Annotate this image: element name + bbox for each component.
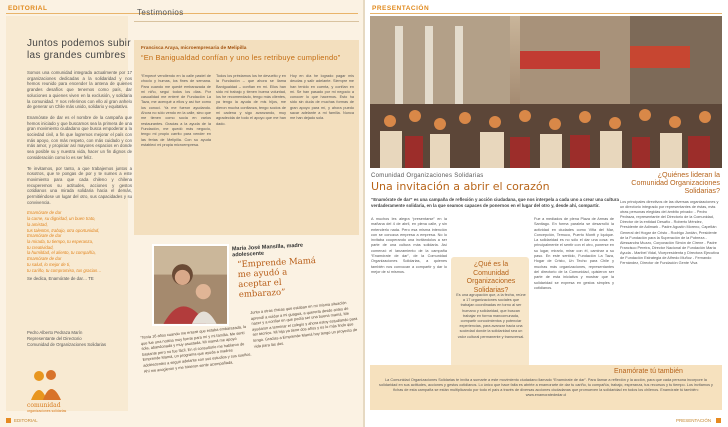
poem-line: la humildad, el aliento, tu compañía,	[27, 250, 96, 256]
article-col-1: A muchos les alegra “presentarse” en la mañana del 4 de abril, en plena calle, y sin entenderlo nada. Pero esa misma intención con se conozca empresa a empresa. No lo invitaba cooperando una invitándolos a ser parte de una cultura más solidaria. Así comenzó el lanzamiento de la campaña “Enamórate de dar”, de la Comunidad Organizaciones Solidarias, a quienes también nos convocan a compartir y dar lo mejor de sí mismos.	[371, 217, 447, 274]
poem-line: tus talentos, trabajo, otra oportunidad,	[27, 227, 100, 233]
info-box-title: ¿Qué es la Comunidad Organizaciones Solidarias?	[466, 261, 516, 294]
editorial-paragraph: Somos una comunidad integrada actualmente por 17 organizaciones dedicadas a la solidaridad y nos hemos reunido para encender la antena de quienes grandes desafíos que tenemos como país, dar soluciones a quienes viven en la exclusión, y solidaria la comunidad. Y nos referimos con ello al gran anhelo de generar un Chile más unido, solidario y equitativo.	[27, 70, 132, 110]
signature-name: Pedro Alberto Pedraza Marín	[27, 330, 83, 335]
testimonial-2-col-1: “Tenía 16 años cuando me enteré que estaba embarazada, lo que fue una noticia muy fuerte para mí y mi familia. Me sentí sola, abandonada y muy asustada. Mi mamá me apoyó bastante pero no fue fácil. En el consultorio me hablaron de Emprende Mamá, un programa que ayuda a madres adolescentes a seguir adelante con sus estudios y sus sueños. Ahí me acogieron y me hicieron sentir acompañada.	[140, 323, 252, 374]
crowd-plaza-photo	[370, 16, 722, 168]
section-label-presentacion: PRESENTACIÓN	[372, 5, 430, 12]
editorial-poem	[27, 210, 132, 281]
testimonial-col-1: “Empecé vendiendo en la calle pastel de choclo y humas, los fines de semana. Para cuando me quedé embarazada de mi niño, seguí todos los días. Por casualidad me enteré de Fundación La Taza, me acerqué a ellos y así fue como los conocí. Ya me fueron ayudando. Ahora no sólo vendo en la calle, sino que me tienen como socia en varios restaurantes. Gracias a la ayuda de la Fundación, me quedó más negocio, tengo mi propio carrito para vender en las ferias de Melipilla. Con su ayuda establecí mi propia microempresa.	[141, 74, 211, 147]
testimonial-headline: “En Banigualdad confían y uno les retribuye cumpliendo”	[141, 53, 341, 62]
page-number-box-right	[716, 418, 721, 423]
logo-subtext: organizaciones solidarias	[27, 409, 67, 413]
logo-text: comunidad	[27, 402, 61, 409]
comunidad-logo-icon	[27, 366, 67, 402]
testimonios-header: Testimonios	[137, 8, 184, 17]
poem-line: la amistad,	[27, 221, 48, 227]
poem-line: Enamórate de dar	[27, 210, 62, 216]
mother-child-photo	[152, 244, 229, 326]
section-label-editorial: EDITORIAL	[8, 5, 48, 12]
page-footer-left: EDITORIAL	[14, 418, 38, 423]
call-to-action-text: La Comunidad Organizaciones Solidarias te invita a sumarte a este movimiento ciudadano llamado “Enamórate de dar”. Para llamar a reflexión y la acción, para que cada persona incorpore la solidaridad en sus actitudes, acciones y gestos cotidianos. Lo único que hace falta es abrirte a enamorarte de dar tu cariño, tu compañía, trabajo, esperanza, tus recursos y tu tiempo. Los invitamos y fichas de esta campaña se están multiplicando por todo el país a través de diversas acciones ciudadanas que promueven la solidaridad en todos los chilenos. Enamórate tú también: www.enamoratededar.cl	[379, 378, 713, 398]
poem-line: la mirada, tu tiempo, tu esperanza,	[27, 238, 94, 244]
top-rule-right	[370, 13, 722, 14]
poem-line: la carne, su dignidad, un buen trato,	[27, 216, 96, 222]
article-col-2: Fue a mediados de plena Plaza de Armas de Santiago. En forma paralela se desarrolló la actividad en ciudades como Viña del Mar, Concepción, Temuco, Puerto Montt y Iquique. La solidaridad es no sólo el dar una cosa: es principalmente el sentir con el otro, ponerse en su lugar, mirarlo, mirar con él, caminar a su paso. En este sentido, Fundación La Taza, Hogar de Cristo, Un Techo para Chile y muchas más organizaciones, representantes del directorio de la Comunidad, quisieron ser parte de esta iniciativa y mostrar que la solidaridad se expresa en gestos simples y cotidianos.	[534, 217, 614, 290]
sidebar-body: Los principales directivos de las diversas organizaciones y un directorio integrado por representantes de éstas, más otras personas elegidas del ámbito privado: - Pedro Pedraza, representante del Directorio de la Comunidad, Director de la entidad Desafío - Roberto Méndez, Presidente de Adimark - Padre Agustín Moreno, Capellán General del Hogar de Cristo - Rodrigo Jordán, Presidente de la Fundación para la Superación de la Pobreza - Alessandra Muzzo, Corporación Simón de Cirene - Padre Francisco Pereira, Director Nacional de Fundación María Ayuda - Maribel Vidal, Vicepresidenta y Directora Ejecutiva de Fundación Estrategia de Alfredo Muñoz - Fernando Fernández, Director de Fundación Gente Viva	[620, 200, 719, 266]
testimonios-rule	[134, 21, 359, 22]
editorial-paragraph: Enamórate de dar es el nombre de la campaña que hemos iniciado y que buscamos sea la primera de una gran movimiento ciudadano que busca empoderar a la sociedad civil, a fin que logremos mejorar el país con más apoyo, con más respeto, con más cuidado y con más amor, y propiciar así mayores espacios en donde sea posible su y nuestra vida, hacer un fin dignos de consideración como lo es ser feliz.	[27, 114, 132, 160]
page-footer-right: PRESENTACIÓN	[676, 418, 712, 423]
testimonial-2-col-2: Junto a otras chicas que estaban en mi misma situación aprendí a cuidar a mi guagua, a quererla desde antes de nacer y a confiar en que podía ser una buena mamá. Me ayudaron a terminar el colegio y ahora estoy estudiando para ser técnico. Mi hija ya tiene dos años y es lo más lindo que tengo. Gracias a Emprende Mamá hoy tengo un proyecto de vida para las dos.	[250, 299, 358, 349]
sidebar-title: ¿Quiénes lideran la Comunidad Organizaciones Solidarias?	[631, 170, 720, 195]
poem-line: tu creatividad,	[27, 244, 54, 250]
editorial-title: Juntos podemos subir las grandes cumbres	[27, 38, 131, 61]
page-number-box-left	[6, 418, 11, 423]
signature-org: Comunidad de Organizaciones Solidarias	[27, 341, 107, 347]
testimonial-col-3: Hoy en día he logrado pagar mis deudas y salir adelante. Siempre me han tenido en cuenta, y confían en mí. Se han pasado por mi negocio a conocer lo que hacemos. Esto ha sido sin duda de muchas formas de gran apoyo para mí, y ahora puedo sacar adelante a mi familia. Nunca me han dejado sola.	[290, 74, 354, 121]
testimonial-2-headline: “Emprende Mamá me ayudó a aceptar el embarazo”	[237, 256, 317, 301]
testimonial-author: Francisca Araya, microempresaria de Melipilla	[141, 46, 247, 51]
logo-wordmark	[27, 402, 87, 413]
editorial-body	[27, 70, 132, 282]
testimonial-col-2: Todos los préstamos los he devuelto y en la Fundación – que ahora se llama Banigualdad – confían en mí. Ellos han sido mi trabajo y tienen buena voluntad, los he recomendado, tengo más clientes, ya tengo la ayuda de mis hijos, me dieron mucha confianza, tengo socios de mi cadena y sigo avanzando, muy agradecida de todo el apoyo que me han dado.	[216, 74, 286, 126]
poem-line: tu cariño, tu compromiso, tus gracias…	[27, 267, 102, 273]
editorial-paragraph: Te invitamos, por tanto, a que trabajemos juntos a nosotros, que te pongas de por y te sumes a este movimiento para que cada chileno y chilena recuperemos su actitudes, acciones y gestos cotidianos una mirada solidaria hacia el demás, permitiéndose un lugar del otro, sus capacidades y su convivencia.	[27, 165, 132, 205]
organization-line: Comunidad Organizaciones Solidarias	[371, 173, 484, 179]
signature-role: Representante del Directorio	[27, 335, 82, 341]
article-lead: “Enamórate de dar” es una campaña de reflexión y acción ciudadana, que nos interpela a cada uno a crear una cultura verdaderamente solidaria, en la que seamos capaces de ponernos en el lugar del otro y, desde ahí, compartir.	[371, 197, 619, 208]
article-title: Una invitación a abrir el corazón	[371, 180, 550, 193]
editorial-signature	[27, 330, 137, 347]
poem-line: Enamórate de dar	[27, 256, 62, 262]
info-box-text: Es una agrupación que, a la fecha, reúne a 17 organizaciones sociales que trabajan coordinadas en torno al ser humano y solidaridad, que buscan trabajar en forma mancomunada, compartir conocimientos y potenciar experiencias, para avanzar hacia una sociedad donde la solidaridad sea un valor cultural permanente y transversal.	[456, 293, 526, 339]
poem-line: Se dedica, Enamórate de dar… TE	[27, 276, 94, 282]
poem-line: tu salud, lo mejor de ti,	[27, 261, 71, 267]
call-to-action-title: Enamórate tú también	[614, 368, 683, 375]
poem-line: Enamórate de dar	[27, 233, 62, 239]
testimonial-2-author: María José Mansilla, madre adolescente	[231, 242, 304, 259]
page-gutter	[363, 0, 365, 427]
